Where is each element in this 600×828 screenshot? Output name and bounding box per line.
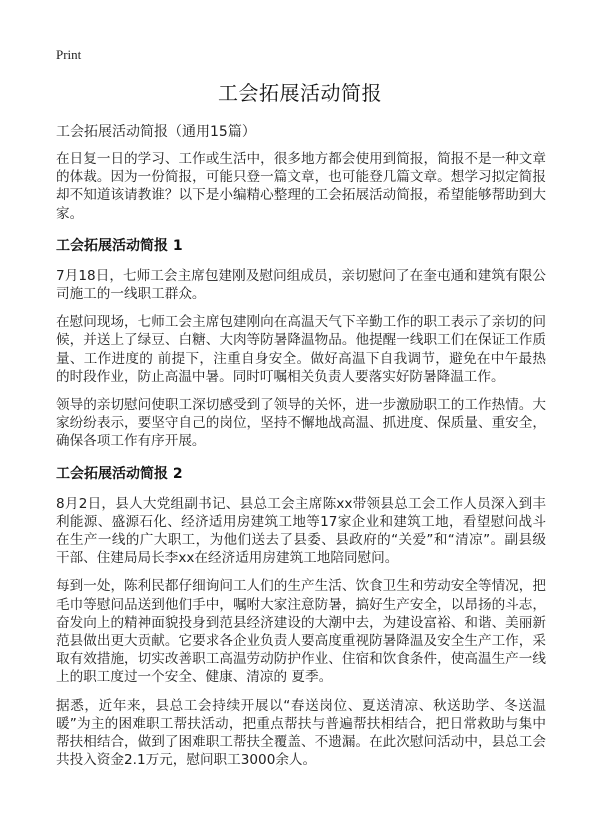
section-paragraph: 据悉，近年来，县总工会持续开展以“春送岗位、夏送清凉、秋送助学、冬送温暖”为主的困难职工帮扶活动，把重点帮扶与普遍帮扶相结合，把日常救助与集中帮扶相结合，做到了困难职工帮扶全覆盖、不遗漏。在此次慰问活动中，县总工会共投入资金2.1万元，慰问职工3000余人。 bbox=[56, 697, 546, 769]
intro-paragraph: 在日复一日的学习、工作或生活中，很多地方都会使用到简报，简报不是一种文章的体裁。因为一份简报，可能只登一篇文章，也可能登几篇文章。想学习拟定简报却不知道该请教谁？以下是小编精心整理的工会拓展活动简报，希望能够帮助到大家。 bbox=[56, 151, 546, 222]
document-subtitle: 工会拓展活动简报（通用15篇） bbox=[56, 124, 256, 140]
section-paragraph: 8月2日，县人大党组副书记、县总工会主席陈xx带领县总工会工作人员深入到丰利能源、盛源石化、经济适用房建筑工地等17家企业和建筑工地，看望慰问战斗在生产一线的广大职工，为他们送去了县委、县政府的“关爱”和“清凉”。副县级干部、住建局局长李xx在经济适用房建筑工地陪同慰问。 bbox=[56, 495, 546, 567]
section-2 bbox=[56, 465, 546, 770]
section-heading: 工会拓展活动简报 1 bbox=[56, 237, 183, 254]
document-body bbox=[56, 150, 546, 779]
print-label: Print bbox=[56, 47, 82, 62]
section-paragraph: 7月18日，七师工会主席包建刚及慰问组成员，亲切慰问了在奎屯通和建筑有限公司施工的一线职工群众。 bbox=[56, 267, 546, 303]
section-1 bbox=[56, 237, 546, 451]
section-heading: 工会拓展活动简报 2 bbox=[56, 465, 183, 482]
section-paragraph: 领导的亲切慰问使职工深切感受到了领导的关怀，进一步激励职工的工作热情。大家纷纷表示，要坚守自己的岗位，坚持不懈地战高温、抓进度、保质量、重安全，确保各项工作有序开展。 bbox=[56, 397, 546, 450]
section-paragraph: 每到一处，陈利民都仔细询问工人们的生产生活、饮食卫生和劳动安全等情况，把毛巾等慰问品送到他们手中，嘱咐大家注意防暑，搞好生产安全，以昂扬的斗志，奋发向上的精神面貌投身到范县经济建设的大潮中去，为建设富裕、和谐、美丽新范县做出更大贡献。它要求各企业负责人要高度重视防暑降温及安全生产工作，采取有效措施，切实改善职工高温劳动防护作业、住宿和饮食条件，使高温生产一线上的职工度过一个安全、健康、清凉的 夏季。 bbox=[56, 578, 546, 686]
section-paragraph: 在慰问现场，七师工会主席包建刚向在高温天气下辛勤工作的职工表示了亲切的问候，并送上了绿豆、白糖、大肉等防暑降温物品。他提醒一线职工们在保证工作质量、工作进度的 前提下，注重自身安全。做好高温下自我调节，避免在中午最热的时段作业，防止高温中暑。同时叮嘱相关负责人要落实好防暑降温工作。 bbox=[56, 314, 546, 385]
document-title: 工会拓展活动简报 bbox=[218, 81, 382, 105]
